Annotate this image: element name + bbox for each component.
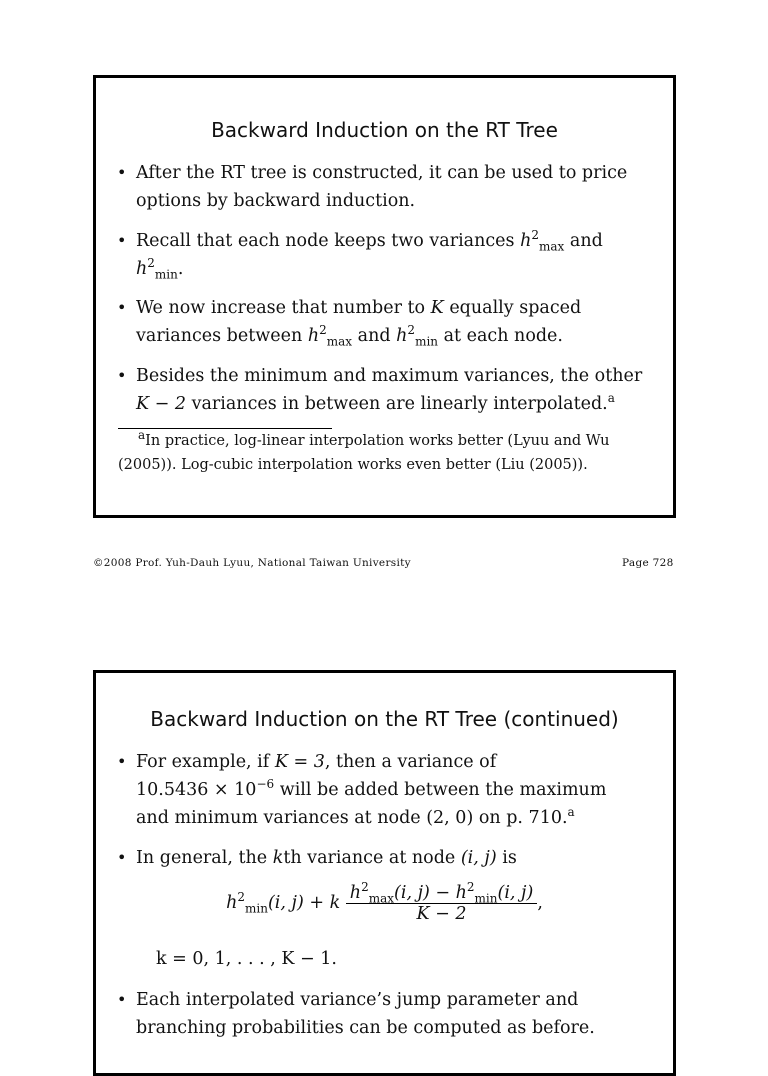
interpolation-formula: $h^2_{min}(i$, j) + k $\frac{h^2_{max}(i, j) - h^2_{min}(i, j)}{K - 2}$ , bbox=[226, 880, 543, 924]
slide-728 bbox=[93, 75, 676, 518]
bullet-icon: • bbox=[117, 231, 127, 250]
slide-title: Backward Induction on the RT Tree bbox=[211, 118, 558, 142]
footnote-marker: a bbox=[607, 391, 615, 406]
page-number: Page 728 bbox=[622, 557, 674, 569]
bullet-icon: • bbox=[117, 298, 127, 317]
bullet-icon: • bbox=[117, 990, 127, 1009]
bullet-item: • In general, the kth variance at node (i, j) is bbox=[136, 844, 656, 872]
bullet-icon: • bbox=[117, 752, 127, 771]
slide-729 bbox=[93, 670, 676, 1076]
bullet-icon: • bbox=[117, 163, 127, 182]
bullet-item: • We now increase that number to K equally spaced variances between $h^2_{max}$ and $h^2_{min}$ at each node. bbox=[136, 294, 656, 350]
bullet-item: • After the RT tree is constructed, it can be used to price options by backward induction. bbox=[136, 159, 656, 215]
footnote: $^a$In practice, log-linear interpolation works better (Lyuu and Wu (2005)). Log-cubic interpolation works even better (Liu (2005)). bbox=[118, 428, 610, 473]
copyright-footer: ©2008 Prof. Yuh-Dauh Lyuu, National Taiwan University bbox=[93, 557, 411, 569]
bullet-icon: • bbox=[117, 848, 127, 867]
bullet-item: • Besides the minimum and maximum variances, the other K − 2 variances in between are linearly interpolated.$^a$ bbox=[136, 362, 656, 418]
footnote-marker: a bbox=[567, 805, 575, 820]
bullet-icon: • bbox=[117, 366, 127, 385]
bullet-item: • For example, if K = 3, then a variance of $10.5436 \times 10^{-6}$ will be added between the maximum and minimum variances at node (2, 0) on p. 710.$^a$ bbox=[136, 748, 656, 832]
bullet-item: • Each interpolated variance’s jump parameter and branching probabilities can be computed as before. bbox=[136, 986, 656, 1042]
index-range: k = 0, 1, . . . , K − 1. bbox=[156, 949, 337, 969]
slide-title: Backward Induction on the RT Tree (continued) bbox=[150, 707, 619, 731]
bullet-item: • Recall that each node keeps two variances $h^2_{max}$ and $h^2_{min}$. bbox=[117, 228, 603, 282]
fraction: $\frac{h^2_{max}(i, j) - h^2_{min}(i, j)}{K - 2}$ bbox=[346, 883, 538, 924]
